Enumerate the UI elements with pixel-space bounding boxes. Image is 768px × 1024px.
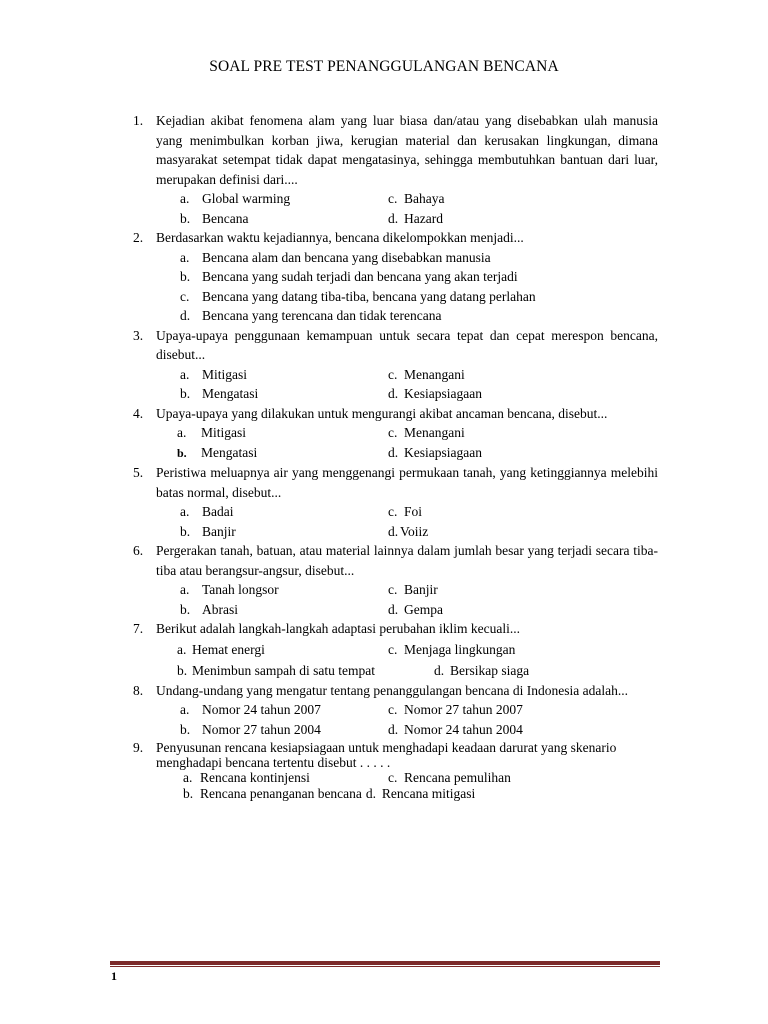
question-text: Undang-undang yang mengatur tentang penanggulangan bencana di Indonesia adalah... <box>156 682 628 698</box>
option-a: a. Rencana kontinjensi <box>183 770 310 785</box>
option-a: a. Nomor 24 tahun 2007 <box>180 702 321 717</box>
page-number: 1 <box>111 969 117 983</box>
option-c: c. Bahaya <box>388 191 445 206</box>
option-b: b. Bencana yang sudah terjadi dan bencana yang akan terjadi <box>180 269 518 284</box>
question-1 <box>126 111 658 228</box>
question-6 <box>126 541 658 619</box>
question-text: Upaya-upaya yang dilakukan untuk mengurangi akibat ancaman bencana, disebut... <box>156 405 608 421</box>
question-number: 5. <box>133 465 144 480</box>
options-row <box>126 580 658 600</box>
options-row <box>126 267 658 287</box>
options-row <box>126 522 658 542</box>
option-b: b. Nomor 27 tahun 2004 <box>180 722 321 737</box>
options-row <box>126 720 658 740</box>
option-d: d. Voiiz <box>388 523 429 539</box>
option-c: c. Menjaga lingkungan <box>388 641 516 657</box>
option-b: b. Mengatasi <box>177 444 258 460</box>
question-text: Pergerakan tanah, batuan, atau material lainnya dalam jumlah besar yang terjadi secara tiba-tiba atau berangsur-angsur, disebut... <box>156 543 658 578</box>
option-c: c. Menangani <box>388 425 465 440</box>
question-8 <box>126 681 658 741</box>
options-row <box>126 639 658 660</box>
options-row <box>126 384 658 404</box>
option-c: c. Foi <box>388 504 423 519</box>
question-text: Penyusunan rencana kesiapsiagaan untuk menghadapi keadaan darurat yang skenario menghadapi bencana tertentu disebut . . . . . <box>156 740 617 770</box>
options-row <box>126 287 658 307</box>
option-b: b. Mengatasi <box>180 386 259 401</box>
option-d: d. Gempa <box>388 601 443 617</box>
option-b: b. Rencana penanganan bencana <box>183 786 362 801</box>
options-row <box>126 786 658 802</box>
options-row <box>126 660 658 681</box>
question-text: Kejadian akibat fenomena alam yang luar biasa dan/atau yang disebabkan ulah manusia yang menimbulkan korban jiwa, kerugian material dan kerusakan lingkungan, dimana masyarakat setempat tidak dapat mengatasinya, sehingga membutuhkan bantuan dari luar, merupakan definisi dari.... <box>156 113 658 187</box>
option-c: c. Rencana pemulihan <box>388 770 511 785</box>
option-a: a. Bencana alam dan bencana yang disebabkan manusia <box>180 249 491 265</box>
question-number: 8. <box>133 682 144 698</box>
option-d: d. Kesiapsiagaan <box>388 386 482 401</box>
question-text: Berikut adalah langkah-langkah adaptasi perubahan iklim kecuali... <box>156 621 520 636</box>
option-c: c. Banjir <box>388 582 438 597</box>
option-d: d. Bersikap siaga <box>434 662 530 678</box>
question-4 <box>126 404 658 464</box>
options-row <box>126 248 658 268</box>
option-d: d. Kesiapsiagaan <box>388 444 482 460</box>
question-9 <box>126 740 658 802</box>
option-a: a. Tanah longsor <box>180 582 279 597</box>
option-a: a. Badai <box>180 504 234 519</box>
options-row <box>126 600 658 620</box>
question-number: 2. <box>133 230 144 245</box>
question-text: Upaya-upaya penggunaan kemampuan untuk secara tepat dan cepat merespon bencana, disebut... <box>156 327 658 362</box>
option-a: a. Hemat energi <box>177 641 265 657</box>
options-row <box>126 770 658 786</box>
option-d: d. Bencana yang terencana dan tidak terencana <box>180 308 442 323</box>
question-number: 4. <box>133 405 144 421</box>
question-number: 3. <box>133 327 144 343</box>
question-text: Berdasarkan waktu kejadiannya, bencana dikelompokkan menjadi... <box>156 230 524 245</box>
question-7 <box>126 619 658 681</box>
question-2 <box>126 228 658 326</box>
options-row <box>126 209 658 229</box>
option-b: b. Banjir <box>180 523 236 539</box>
question-3 <box>126 326 658 404</box>
footer-rule-thin <box>110 966 660 967</box>
option-a: a. Mitigasi <box>177 425 247 440</box>
options-row <box>126 700 658 720</box>
question-5 <box>126 463 658 541</box>
question-number: 1. <box>133 113 144 128</box>
question-text: Peristiwa meluapnya air yang menggenangi permukaan tanah, yang ketinggiannya melebihi batas normal, disebut... <box>156 465 658 500</box>
footer-rule <box>110 961 660 965</box>
options-row <box>126 502 658 522</box>
options-row <box>126 306 658 326</box>
option-a: a. Mitigasi <box>180 366 248 382</box>
option-d: d. Nomor 24 tahun 2004 <box>388 722 523 737</box>
option-c: c. Nomor 27 tahun 2007 <box>388 702 523 717</box>
question-number: 9. <box>133 740 144 755</box>
question-list <box>126 111 658 802</box>
option-c: c. Bencana yang datang tiba-tiba, bencana yang datang perlahan <box>180 288 536 304</box>
options-row <box>126 443 658 464</box>
option-a: a. Global warming <box>180 191 291 206</box>
options-row <box>126 189 658 209</box>
option-b: b. Bencana <box>180 210 249 226</box>
question-number: 7. <box>133 621 144 636</box>
options-row <box>126 365 658 385</box>
option-b: b. Menimbun sampah di satu tempat <box>177 662 375 678</box>
option-b: b. Abrasi <box>180 601 238 617</box>
question-number: 6. <box>133 543 144 558</box>
option-d: d. Rencana mitigasi <box>365 786 476 801</box>
option-c: c. Menangani <box>388 366 465 382</box>
options-row <box>126 423 658 443</box>
option-d: d. Hazard <box>388 210 443 226</box>
page-title: SOAL PRE TEST PENANGGULANGAN BENCANA <box>209 58 559 75</box>
